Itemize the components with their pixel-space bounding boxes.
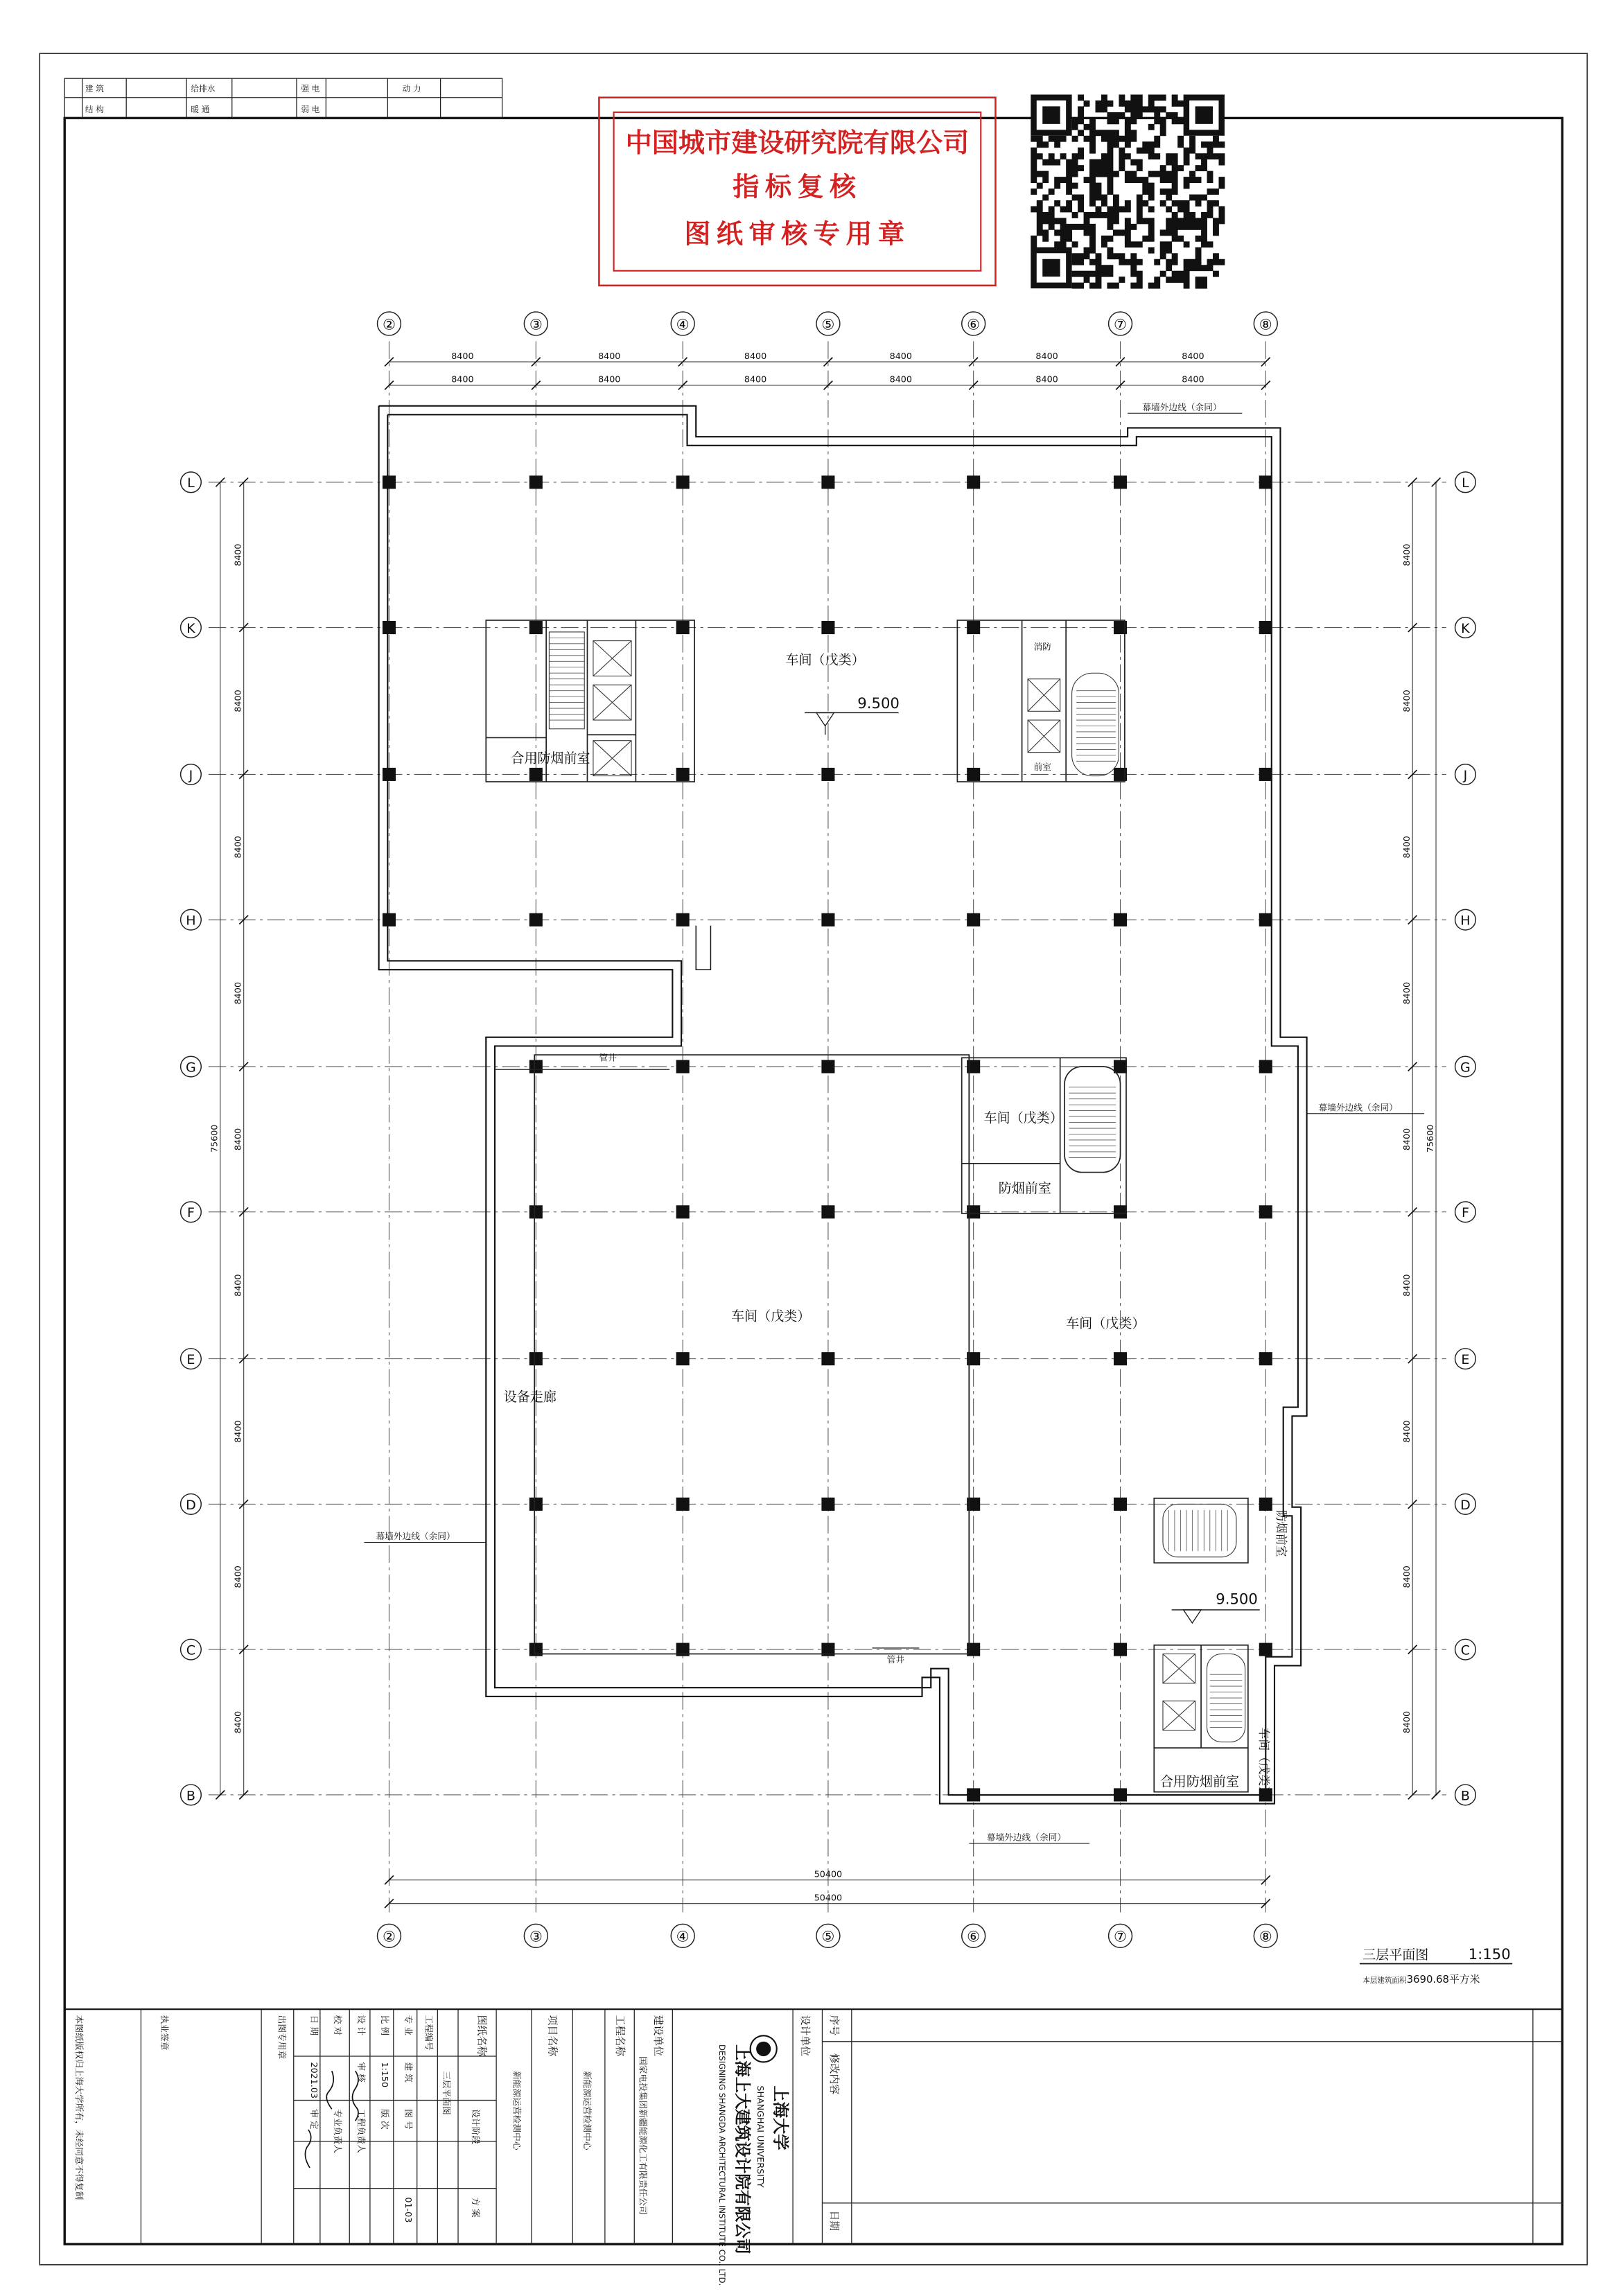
axis-label-col: ② [382, 1927, 396, 1945]
elevation-text-2: 9.500 [1216, 1590, 1258, 1608]
room-workshop-small: 车间（戊类） [983, 1110, 1063, 1126]
dim-bay-v: 8400 [232, 836, 243, 859]
dim-total-v: 75600 [1424, 1124, 1435, 1153]
axis-label-col: ② [382, 315, 396, 333]
tb-date: 日期 [828, 2210, 841, 2232]
column [967, 621, 980, 634]
column [1259, 475, 1272, 489]
dimension-lines [209, 351, 1441, 1908]
tb-institute-en: DESIGNING SHANGDA ARCHITECTURAL INSTITUTE CO., LTD. [717, 2044, 728, 2286]
tb-drawing-label: 图纸名称 [475, 2015, 488, 2057]
axis-grid [181, 312, 1476, 1947]
column [967, 913, 980, 927]
room-equipment-corridor: 设备走廊 [503, 1390, 557, 1405]
tb-specialty: 建 筑 [403, 2062, 414, 2083]
structural-columns [383, 475, 1272, 1801]
tb-review-label: 审 核 [356, 2062, 367, 2083]
column [676, 1205, 690, 1218]
tb-spec-lead: 专业负责人 [333, 2109, 344, 2153]
column [1114, 1498, 1127, 1511]
room-shared-smoke-br: 合用防烟前室 [1159, 1774, 1240, 1790]
dim-bay-v: 8400 [1401, 981, 1412, 1005]
dim-bay-v: 8400 [232, 1710, 243, 1734]
axis-label-row: L [187, 475, 195, 491]
tb-university-en: SHANGHAI UNIVERSITY [755, 2085, 766, 2188]
dim-bay-v: 8400 [1401, 690, 1412, 712]
column [676, 1352, 690, 1365]
column [529, 913, 543, 927]
tb-scale-label: 比 例 [379, 2015, 390, 2036]
tb-institute: 上海上大建筑设计院有限公司 [733, 2044, 752, 2254]
tb-revision: 修改内容 [828, 2053, 841, 2095]
room-workshop-top: 车间（戊类） [785, 652, 865, 668]
room-smoke-anteroom: 防烟前室 [998, 1181, 1051, 1197]
dim-total-h: 50400 [814, 1892, 843, 1903]
elevator-top-right-1 [1028, 679, 1060, 712]
room-workshop-left: 车间（戊类） [731, 1308, 811, 1324]
university-logo [751, 2035, 777, 2062]
axis-label-row: G [186, 1060, 196, 1076]
tb-check-label: 校 对 [333, 2015, 344, 2036]
tb-drawing: 三层平面图 [441, 2071, 452, 2115]
drawing-title-scale: 1:150 [1468, 1945, 1511, 1963]
stair-treads [549, 638, 1242, 1727]
table-cell-arch: 建 筑 [85, 84, 104, 94]
axis-label-row: H [1460, 913, 1471, 929]
column [383, 621, 396, 634]
curtain-wall-note-1: 幕墙外边线（余同） [1142, 401, 1222, 412]
tb-date2: 2021.03 [309, 2062, 320, 2099]
axis-label-col: ⑧ [1259, 1927, 1272, 1945]
axis-label-col: ④ [676, 1927, 690, 1945]
axis-label-row: F [186, 1205, 195, 1221]
column [1114, 913, 1127, 927]
column [821, 1498, 834, 1511]
stamp-line-1: 中国城市建设研究院有限公司 [625, 128, 970, 159]
axis-label-col: ⑦ [1114, 1927, 1128, 1945]
column [1259, 1498, 1272, 1511]
column [1259, 768, 1272, 781]
column [676, 913, 690, 927]
column [529, 1498, 543, 1511]
axis-label-col: ③ [529, 1927, 543, 1945]
room-shaft-2: 管井 [886, 1654, 905, 1665]
tb-university: 上海大学 [771, 2085, 790, 2150]
elevator-top-right-2 [1028, 720, 1060, 753]
drawing-title-name: 三层平面图 [1362, 1947, 1429, 1963]
axis-label-row: B [1460, 1788, 1470, 1804]
tb-project-label: 工程名称 [613, 2015, 626, 2057]
room-fire-anteroom: 消防 [1033, 641, 1051, 652]
column [529, 475, 543, 489]
curtain-wall-note-2: 幕墙外边线（余同） [1318, 1102, 1398, 1113]
column [821, 621, 834, 634]
dim-bay-h: 8400 [598, 374, 621, 385]
tb-copyright: 本图纸版权归上海大学所有，未经同意不得复制 [74, 2015, 85, 2200]
table-cell-hvac: 暖 通 [191, 104, 210, 114]
tb-sheet-no-label: 图 号 [403, 2109, 414, 2130]
interior-walls [486, 620, 1248, 1792]
column [821, 1352, 834, 1365]
tb-stage: 方 案 [471, 2197, 482, 2218]
column [529, 621, 543, 634]
axis-label-col: ⑧ [1259, 315, 1272, 333]
room-workshop-right: 车间（戊类） [1066, 1316, 1146, 1332]
discipline-table [64, 78, 502, 118]
room-smoke-right: 防烟前室 [1274, 1509, 1289, 1557]
room-workshop-br: 车间（戊类） [1256, 1727, 1271, 1798]
elevator-top-left-3 [593, 741, 631, 776]
curtain-wall-note-4: 幕墙外边线（余同） [986, 1832, 1067, 1843]
axis-label-row: K [186, 620, 195, 636]
tb-item-label: 项目名称 [546, 2015, 559, 2057]
axis-label-row: J [189, 767, 193, 783]
dim-bay-v: 8400 [1401, 836, 1412, 859]
axis-label-row: G [1460, 1060, 1471, 1076]
review-stamp [599, 98, 995, 286]
axis-label-row: C [1460, 1642, 1471, 1658]
elevation-marker-1 [805, 694, 900, 735]
axis-label-col: ④ [676, 315, 690, 333]
tb-owner-label: 建设单位 [651, 2015, 664, 2057]
axis-label-row: C [186, 1642, 196, 1658]
column [967, 1788, 980, 1801]
dim-bay-h: 8400 [744, 374, 767, 385]
dim-total-h: 50400 [814, 1868, 843, 1879]
axis-label-row: E [1461, 1352, 1470, 1368]
column [1259, 1060, 1272, 1073]
stair-and-elevator-symbols [549, 632, 1245, 1742]
axis-label-row: H [186, 913, 196, 929]
dim-bay-h: 8400 [1035, 350, 1058, 361]
room-shaft: 管井 [599, 1052, 617, 1063]
axis-label-col: ⑦ [1114, 315, 1128, 333]
tb-sheet-no: 01-03 [403, 2197, 414, 2223]
dim-bay-h: 8400 [744, 350, 767, 361]
column [1114, 1352, 1127, 1365]
room-shared-smoke-tl: 合用防烟前室 [511, 751, 590, 766]
column [1259, 1643, 1272, 1656]
column [383, 768, 396, 781]
axis-label-col: ⑥ [967, 315, 981, 333]
table-cell-power: 强 电 [301, 84, 320, 94]
elevation-marker-2 [1172, 1590, 1260, 1623]
tb-project-lead: 工程负责人 [356, 2109, 367, 2153]
column [529, 1060, 543, 1073]
dim-bay-h: 8400 [451, 374, 474, 385]
column [676, 621, 690, 634]
dim-bay-v: 8400 [232, 981, 243, 1005]
dim-bay-v: 8400 [232, 543, 243, 566]
column [1114, 1205, 1127, 1218]
dim-bay-v: 8400 [232, 1274, 243, 1297]
column [967, 475, 980, 489]
tb-owner: 国家电投集团新疆能源化工有限责任公司 [638, 2056, 649, 2215]
room-fire-anteroom-2: 前室 [1033, 762, 1051, 773]
axis-label-col: ⑤ [821, 1927, 835, 1945]
dim-bay-v: 8400 [1401, 1420, 1412, 1443]
column [821, 475, 834, 489]
axis-label-row: L [1462, 475, 1469, 491]
column [383, 913, 396, 927]
column [1114, 1643, 1127, 1656]
drawing-title-label [1360, 1945, 1512, 1986]
column [1114, 1788, 1127, 1801]
column [821, 913, 834, 927]
column [1114, 475, 1127, 489]
column [529, 1352, 543, 1365]
tb-project: 新能源运营检测中心 [582, 2071, 593, 2150]
tb-item: 新能源运营检测中心 [511, 2071, 523, 2150]
dim-bay-h: 8400 [451, 350, 474, 361]
table-cell-plumbing: 给排水 [191, 84, 216, 94]
column [383, 475, 396, 489]
stair-top-right [1072, 673, 1119, 775]
tb-date2-label: 日 期 [309, 2015, 320, 2036]
dim-bay-h: 8400 [1035, 374, 1058, 385]
curtain-wall-note-3: 幕墙外边线（余同） [376, 1531, 455, 1542]
elevator-bottom-right-2 [1163, 1701, 1195, 1730]
column [821, 1205, 834, 1218]
elevator-bottom-right-1 [1163, 1654, 1195, 1683]
tb-seal-note: 执业签章 [159, 2015, 170, 2051]
table-cell-mech: 动 力 [402, 84, 421, 94]
column [1259, 913, 1272, 927]
dim-bay-v: 8400 [1401, 1566, 1412, 1588]
stamp-line-2: 指标复核 [733, 171, 862, 202]
axis-label-row: D [186, 1497, 196, 1513]
title-block [64, 2009, 1562, 2286]
column [1259, 1205, 1272, 1218]
dim-total-v: 75600 [209, 1124, 220, 1153]
table-cell-weak: 弱 电 [301, 104, 320, 114]
tb-design-label: 设 计 [356, 2015, 367, 2036]
elevator-top-left-1 [593, 641, 631, 676]
axis-label-row: K [1461, 620, 1470, 636]
tb-stage-label: 设计阶段 [471, 2109, 482, 2145]
building-outline [379, 406, 1307, 1804]
column [529, 768, 543, 781]
axis-label-row: J [1463, 767, 1468, 783]
tb-version-label: 版 次 [379, 2109, 390, 2130]
dim-bay-v: 8400 [1401, 1710, 1412, 1734]
column [676, 768, 690, 781]
dim-bay-h: 8400 [598, 350, 621, 361]
stair-bottom-right [1163, 1504, 1236, 1557]
dim-bay-v: 8400 [232, 690, 243, 712]
dim-bay-h: 8400 [889, 374, 912, 385]
column [529, 1205, 543, 1218]
elevation-text-1: 9.500 [857, 694, 900, 712]
column [676, 475, 690, 489]
axis-label-col: ③ [529, 315, 543, 333]
tb-scale: 1:150 [379, 2062, 390, 2088]
dim-bay-v: 8400 [232, 1566, 243, 1588]
dim-bay-v: 8400 [1401, 1128, 1412, 1151]
column [821, 768, 834, 781]
dim-bay-h: 8400 [1182, 374, 1204, 385]
dim-bay-v: 8400 [232, 1128, 243, 1151]
axis-label-row: F [1461, 1205, 1469, 1221]
stamp-line-3: 图纸审核专用章 [684, 218, 911, 249]
axis-label-row: E [186, 1352, 195, 1368]
axis-label-row: B [186, 1788, 195, 1804]
dim-bay-v: 8400 [232, 1420, 243, 1443]
column [676, 1498, 690, 1511]
drawing-area-value: 3690.68平方米 [1406, 1974, 1480, 1986]
tb-specialty-label: 专 业 [403, 2015, 414, 2036]
axis-label-row: D [1460, 1497, 1471, 1513]
elevator-top-left-2 [593, 685, 631, 720]
dim-bay-h: 8400 [889, 350, 912, 361]
table-cell-struct: 结 构 [85, 104, 104, 114]
column [967, 768, 980, 781]
column [1259, 1352, 1272, 1365]
tb-note: 出图专用章 [277, 2015, 288, 2060]
dim-bay-h: 8400 [1182, 350, 1204, 361]
dim-bay-v: 8400 [1401, 543, 1412, 566]
axis-label-col: ⑥ [967, 1927, 981, 1945]
qr-code [1031, 94, 1225, 288]
tb-design-unit: 设计单位 [798, 2015, 811, 2057]
drawing-area-label: 本层建筑面积 [1362, 1977, 1407, 1986]
axis-label-col: ⑤ [821, 315, 835, 333]
column [821, 1060, 834, 1073]
tb-seq: 序号 [828, 2015, 841, 2036]
column [1114, 1060, 1127, 1073]
tb-approve-label: 审 定 [309, 2109, 320, 2130]
column [1259, 621, 1272, 634]
tb-proj-no-label: 工程编号 [423, 2015, 435, 2051]
dim-bay-v: 8400 [1401, 1274, 1412, 1297]
column [676, 1060, 690, 1073]
